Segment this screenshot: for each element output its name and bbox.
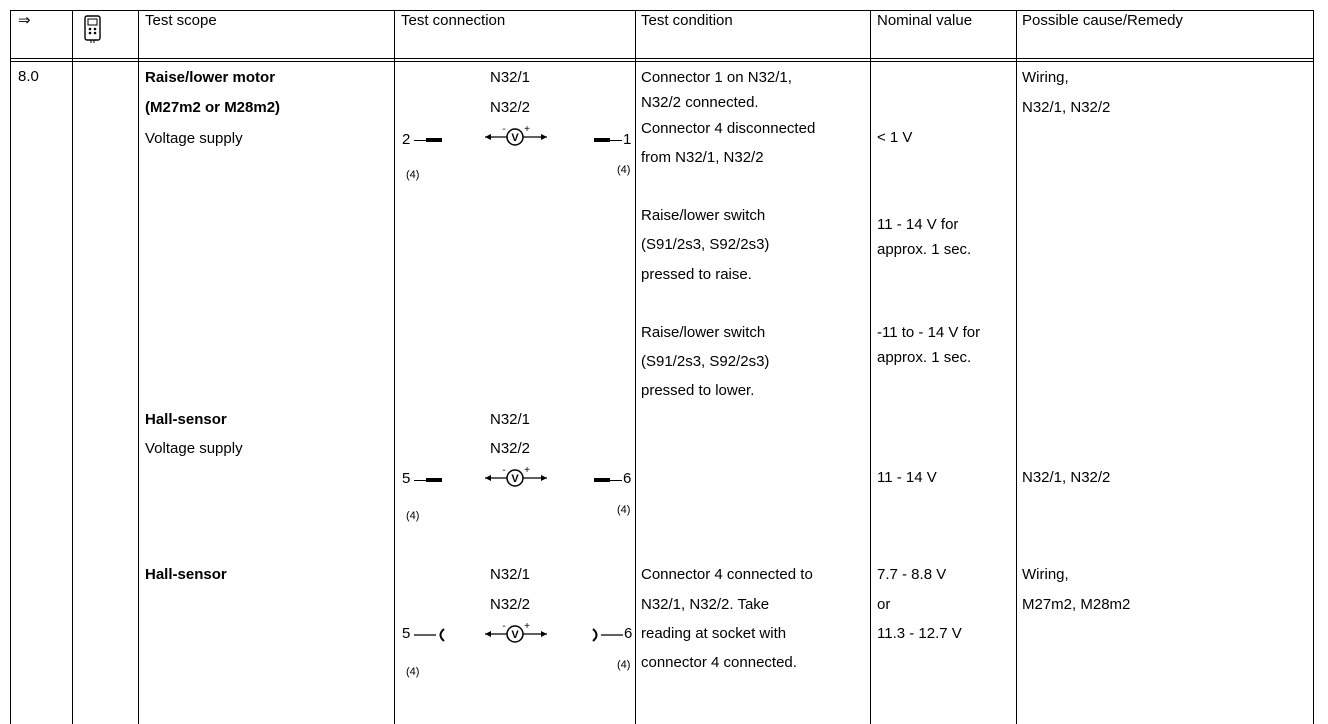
row3-nominal-line1: -11 to - 14 V for xyxy=(877,324,981,341)
col-divider-1 xyxy=(72,10,73,724)
row1-conn-top2: N32/2 xyxy=(490,99,531,116)
header-test-condition: Test condition xyxy=(641,12,733,29)
row1-lead-right xyxy=(608,140,622,141)
row4-cause: N32/1, N32/2 xyxy=(1022,469,1111,486)
row5-pin-left: 5 xyxy=(402,625,411,642)
row5-sub-left: (4) xyxy=(406,666,420,678)
header-bottom-border xyxy=(10,58,1314,59)
row5-conn-top1: N32/1 xyxy=(490,566,531,583)
row1-pin-right: 1 xyxy=(623,131,632,148)
row5-condition-line1: Connector 4 connected to xyxy=(641,566,813,583)
col-divider-4 xyxy=(635,10,636,724)
row1-pin-left: 2 xyxy=(402,131,411,148)
row1-cause-line2: N32/1, N32/2 xyxy=(1022,99,1111,116)
row4-voltmeter-icon xyxy=(483,467,555,489)
row4-sub-left: (4) xyxy=(406,510,420,522)
row5-voltmeter-icon xyxy=(483,623,555,645)
row5-conn-top2: N32/2 xyxy=(490,596,531,613)
header-nominal-value: Nominal value xyxy=(877,12,973,29)
row5-sub-right: (4) xyxy=(617,659,631,671)
row1-conn-top1: N32/1 xyxy=(490,69,531,86)
svg-text:-: - xyxy=(502,623,506,632)
row5-nominal-line1: 7.7 - 8.8 V xyxy=(877,566,947,583)
row2-nominal-line1: 11 - 14 V for xyxy=(877,216,959,233)
row4-nominal: 11 - 14 V xyxy=(877,469,937,486)
row4-sub-right: (4) xyxy=(617,504,631,516)
row3-nominal-line2: approx. 1 sec. xyxy=(877,349,972,366)
row1-condition-line3: Connector 4 disconnected xyxy=(641,120,816,137)
row5-condition-line3: reading at socket with xyxy=(641,625,787,642)
row1-lead-left-plug xyxy=(426,138,442,142)
row1-voltmeter-icon xyxy=(483,126,555,148)
svg-text:+: + xyxy=(524,467,530,476)
row2-nominal-line2: approx. 1 sec. xyxy=(877,241,972,258)
row1-condition-line4: from N32/1, N32/2 xyxy=(641,149,764,166)
col-divider-0 xyxy=(10,10,11,724)
row1-scope-line3: Voltage supply xyxy=(145,130,243,147)
row3-condition-line1: Raise/lower switch xyxy=(641,324,766,341)
row4-pin-left: 5 xyxy=(402,470,411,487)
header-test-connection: Test connection xyxy=(401,12,506,29)
row2-condition-line3: pressed to raise. xyxy=(641,266,752,283)
table-top-border xyxy=(10,10,1314,11)
row3-condition-line2: (S91/2s3, S92/2s3) xyxy=(641,353,770,370)
row4-scope-line2: Voltage supply xyxy=(145,440,243,457)
row1-scope-line2: (M27m2 or M28m2) xyxy=(145,99,281,116)
row5-condition-line4: connector 4 connected. xyxy=(641,654,797,671)
row1-sub-right: (4) xyxy=(617,164,631,176)
row5-pin-right: 6 xyxy=(624,625,633,642)
header-test-scope: Test scope xyxy=(145,12,217,29)
col-divider-6 xyxy=(1016,10,1017,724)
row2-condition-line1: Raise/lower switch xyxy=(641,207,766,224)
row5-nominal-line2: or xyxy=(877,596,891,613)
row4-conn-top2: N32/2 xyxy=(490,440,531,457)
row5-socket-right-icon xyxy=(591,626,623,644)
row5-condition-line2: N32/1, N32/2. Take xyxy=(641,596,770,613)
row5-nominal-line3: 11.3 - 12.7 V xyxy=(877,625,962,642)
row4-conn-top1: N32/1 xyxy=(490,411,531,428)
col-divider-5 xyxy=(870,10,871,724)
svg-text:-: - xyxy=(502,126,506,135)
row1-nominal: < 1 V xyxy=(877,129,913,146)
header-double-border xyxy=(10,61,1314,62)
row5-scope: Hall-sensor xyxy=(145,566,227,583)
svg-text:+: + xyxy=(524,126,530,135)
row5-socket-left-icon xyxy=(414,626,446,644)
col-divider-3 xyxy=(394,10,395,724)
header-possible-cause: Possible cause/Remedy xyxy=(1022,12,1183,29)
row4-lead-right xyxy=(608,480,622,481)
arrow-icon: ⇒ xyxy=(18,12,31,29)
step-number: 8.0 xyxy=(18,68,39,85)
row5-cause-line1: Wiring, xyxy=(1022,566,1069,583)
svg-text:-: - xyxy=(502,467,506,476)
row5-cause-line2: M27m2, M28m2 xyxy=(1022,596,1131,613)
col-divider-7 xyxy=(1313,10,1314,724)
row4-lead-left-plug xyxy=(426,478,442,482)
col-divider-2 xyxy=(138,10,139,724)
svg-text:+: + xyxy=(524,623,530,632)
row3-condition-line3: pressed to lower. xyxy=(641,382,755,399)
svg-text:V: V xyxy=(511,629,519,641)
row1-scope-line1: Raise/lower motor xyxy=(145,69,276,86)
svg-text:V: V xyxy=(511,473,519,485)
row2-condition-line2: (S91/2s3, S92/2s3) xyxy=(641,236,770,253)
row1-sub-left: (4) xyxy=(406,169,420,181)
row1-cause-line1: Wiring, xyxy=(1022,69,1069,86)
svg-text:V: V xyxy=(511,132,519,144)
row4-pin-right: 6 xyxy=(623,470,632,487)
row1-condition-line1: Connector 1 on N32/1, xyxy=(641,69,792,86)
row4-scope-line1: Hall-sensor xyxy=(145,411,227,428)
row1-condition-line2: N32/2 connected. xyxy=(641,94,759,111)
tester-icon xyxy=(82,14,104,44)
